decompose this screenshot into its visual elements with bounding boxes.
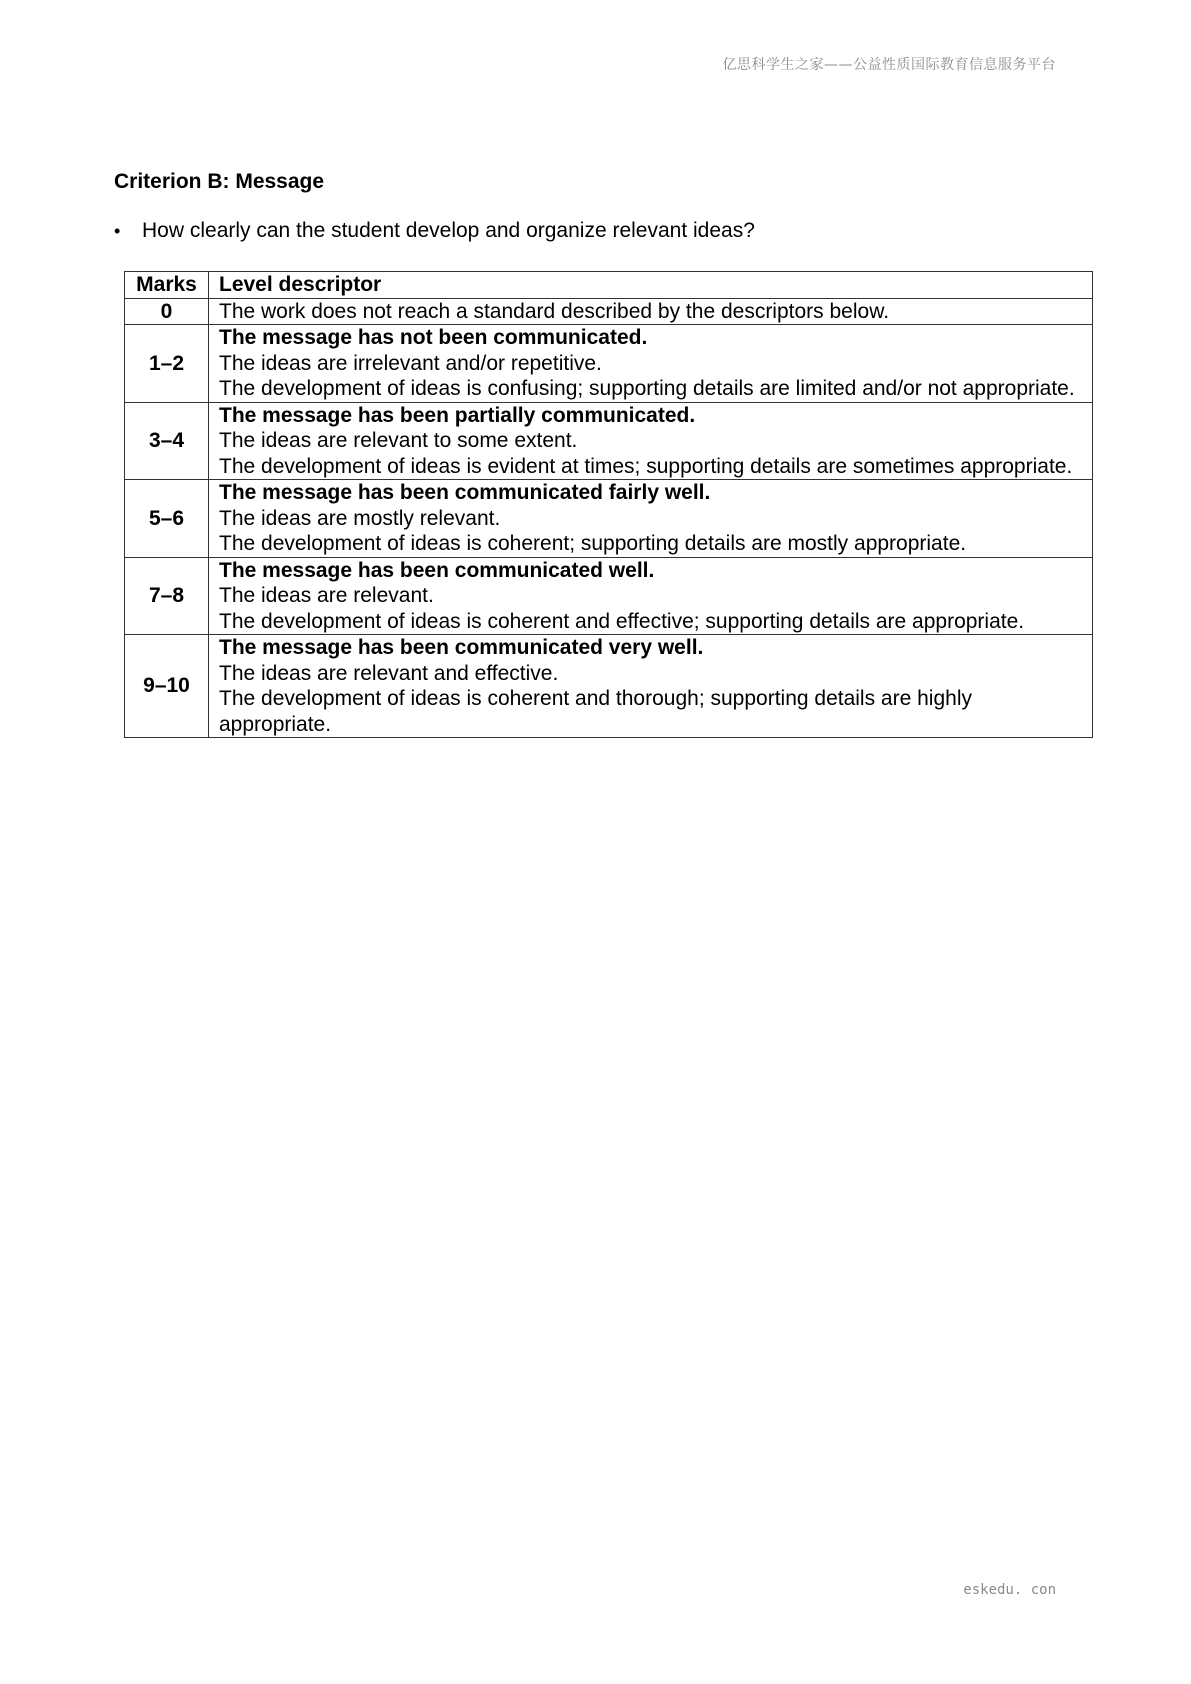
descriptor-heading: The message has been communicated well.: [219, 558, 655, 582]
descriptor-cell: [209, 480, 1093, 558]
descriptor-heading: The message has been partially communicated.: [219, 403, 696, 427]
descriptor-header: Level descriptor: [209, 272, 1093, 299]
descriptor-cell: [209, 325, 1093, 403]
descriptor-cell: [209, 402, 1093, 480]
descriptor-line: The development of ideas is evident at times; supporting details are sometimes appropriate.: [219, 454, 1073, 478]
marks-cell: 5–6: [125, 480, 209, 558]
descriptor-line: The ideas are relevant to some extent.: [219, 429, 578, 452]
descriptor-line: The ideas are relevant.: [219, 584, 434, 607]
descriptor-line: The work does not reach a standard described by the descriptors below.: [219, 299, 890, 323]
marks-cell: 9–10: [125, 635, 209, 738]
descriptor-cell: [209, 635, 1093, 738]
bullet-icon: •: [114, 221, 121, 241]
section-title: Criterion B: Message: [114, 170, 325, 193]
rubric-table: [124, 271, 1093, 738]
table-row: [125, 325, 1093, 403]
marks-cell: 1–2: [125, 325, 209, 403]
descriptor-heading: The message has not been communicated.: [219, 326, 648, 349]
marks-header: Marks: [125, 272, 209, 299]
descriptor-cell: [209, 557, 1093, 635]
footer-watermark: eskedu. con: [963, 1582, 1056, 1598]
table-row: [125, 480, 1093, 558]
table-row: [125, 557, 1093, 635]
descriptor-line: The development of ideas is confusing; supporting details are limited and/or not appropriate.: [219, 377, 1075, 400]
table-row: [125, 402, 1093, 480]
header-watermark: 亿思科学生之家——公益性质国际教育信息服务平台: [722, 57, 1056, 73]
descriptor-line: The development of ideas is coherent and effective; supporting details are appropriate.: [219, 609, 1025, 633]
marks-cell: 0: [125, 298, 209, 325]
descriptor-heading: The message has been communicated very well.: [219, 636, 704, 659]
descriptor-line: The development of ideas is coherent and thorough; supporting details are highly appropriate.: [219, 687, 972, 736]
marks-cell: 3–4: [125, 402, 209, 480]
descriptor-line: The ideas are relevant and effective.: [219, 661, 559, 685]
descriptor-line: The development of ideas is coherent; supporting details are mostly appropriate.: [219, 532, 967, 555]
guiding-question: [114, 219, 755, 243]
descriptor-line: The ideas are mostly relevant.: [219, 506, 501, 530]
descriptor-heading: The message has been communicated fairly well.: [219, 481, 711, 504]
descriptor-line: The ideas are irrelevant and/or repetitive.: [219, 351, 602, 375]
table-row: [125, 298, 1093, 325]
table-row: [125, 635, 1093, 738]
question-text: How clearly can the student develop and organize relevant ideas?: [142, 219, 755, 242]
table-header-row: [125, 272, 1093, 299]
marks-cell: 7–8: [125, 557, 209, 635]
descriptor-cell: [209, 298, 1093, 325]
